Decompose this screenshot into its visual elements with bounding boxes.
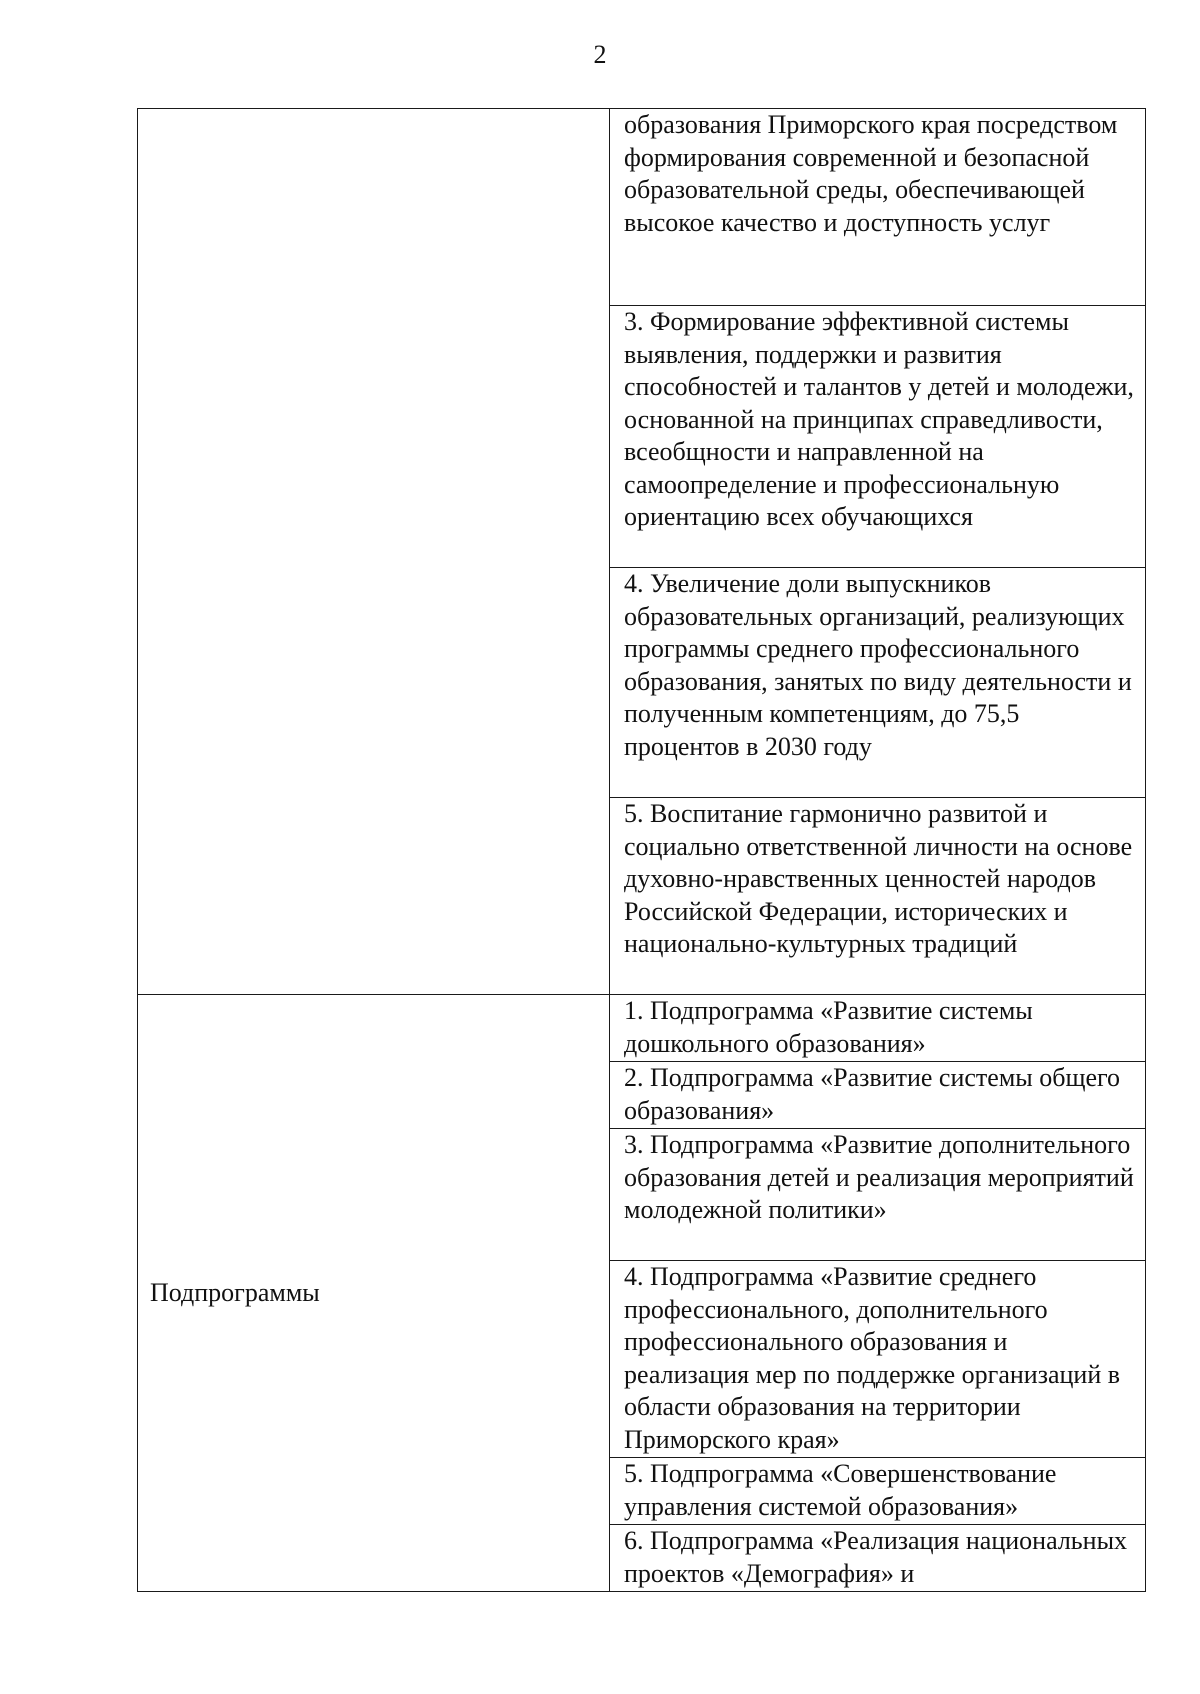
goal-text: образования Приморского края посредством формирования современной и безопасной образовательной среды, обеспечивающей высокое качество и доступность услуг (624, 110, 1118, 237)
subprogram-cell (610, 995, 1146, 1062)
goal-text: 4. Увеличение доли выпускников образовательных организаций, реализующих программы среднего профессионального образования, занятых по виду деятельности и полученным компетенциям, до 75,5 процентов в 2030 году (624, 569, 1132, 761)
subprogram-text: 6. Подпрограмма «Реализация национальных проектов «Демография» и (624, 1526, 1128, 1588)
goals-label-cell (138, 109, 610, 995)
table-row (138, 109, 1146, 306)
subprograms-label-cell (138, 995, 610, 1592)
subprogram-text: 4. Подпрограмма «Развитие среднего профессионального, дополнительного профессионального образования и реализация мер по поддержке организаций в области образования на территории Приморского края» (624, 1262, 1121, 1454)
subprogram-text: 2. Подпрограмма «Развитие системы общего образования» (624, 1063, 1121, 1125)
subprogram-cell (610, 1261, 1146, 1458)
goal-cell (610, 306, 1146, 568)
goal-cell (610, 109, 1146, 306)
goal-text: 5. Воспитание гармонично развитой и социально ответственной личности на основе духовно-нравственных ценностей народов Российской Федерации, исторических и национально-культурных традиций (624, 799, 1133, 958)
subprogram-text: 5. Подпрограмма «Совершенствование управления системой образования» (624, 1459, 1057, 1521)
subprogram-cell (610, 1062, 1146, 1129)
subprogram-text: 1. Подпрограмма «Развитие системы дошкольного образования» (624, 996, 1033, 1058)
subprogram-cell (610, 1129, 1146, 1261)
table-row (138, 995, 1146, 1062)
passport-table (137, 108, 1146, 1592)
subprogram-cell (610, 1525, 1146, 1592)
goal-text: 3. Формирование эффективной системы выявления, поддержки и развития способностей и талантов у детей и молодежи, основанной на принципах справедливости, всеобщности и направленной на самоопределение и профессиональную ориентацию всех обучающихся (624, 307, 1134, 531)
goal-cell (610, 798, 1146, 995)
page-number: 2 (593, 40, 607, 69)
goal-cell (610, 568, 1146, 798)
subprogram-cell (610, 1458, 1146, 1525)
subprograms-label: Подпрограммы (150, 1278, 320, 1307)
subprogram-text: 3. Подпрограмма «Развитие дополнительного образования детей и реализация мероприятий молодежной политики» (624, 1130, 1134, 1224)
